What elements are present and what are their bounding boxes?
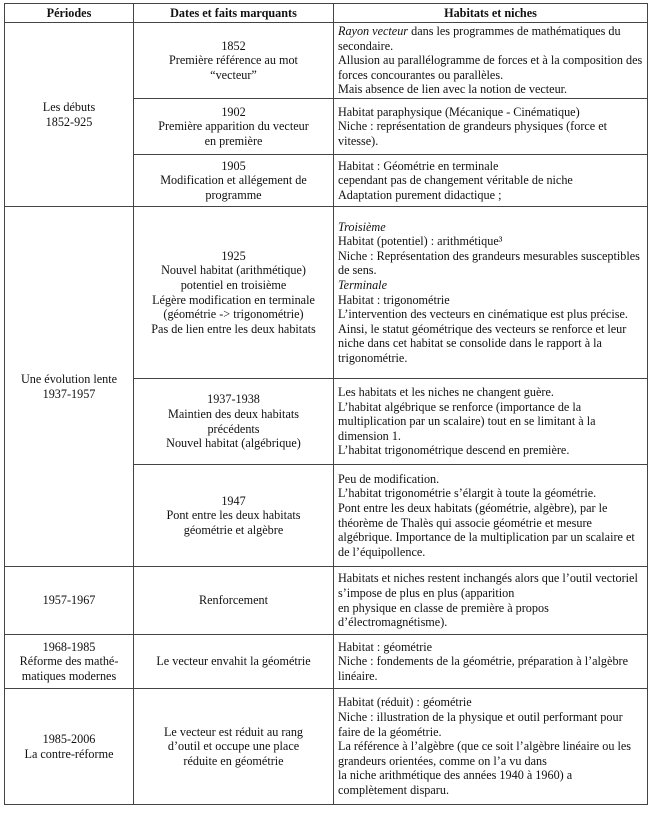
- event-line: précédents: [207, 421, 260, 436]
- habitat-paragraph: [338, 234, 643, 249]
- habitat-text: Habitat : trigonométrie: [338, 292, 450, 307]
- header-habitats: Habitats et niches: [334, 4, 648, 23]
- table-row: [5, 689, 648, 805]
- habitat-text: L’habitat trigonométrique descend en première.: [338, 443, 570, 458]
- habitat-text: la niche arithmétique des années 1940 à 1960) a complètement disparu.: [338, 768, 573, 797]
- event-cell: [134, 567, 334, 635]
- habitat-cell: [334, 567, 648, 635]
- table-row: [5, 23, 648, 99]
- event-cell: [134, 207, 334, 379]
- period-label-line: matiques modernes: [21, 668, 117, 683]
- event-cell: [134, 379, 334, 465]
- event-line: Nouvel habitat (algébrique): [166, 436, 301, 451]
- event-line: d’outil et occupe une place: [167, 739, 300, 754]
- habitat-paragraph: [338, 293, 643, 308]
- event-line: “vecteur”: [210, 67, 257, 82]
- habitat-paragraph: [338, 443, 643, 458]
- habitat-text: Habitat (réduit) : géométrie: [338, 695, 472, 710]
- event-line: 1852: [221, 38, 246, 53]
- event-line: Pas de lien entre les deux habitats: [151, 321, 316, 336]
- habitat-text: Les habitats et les niches ne changent guère.: [338, 385, 554, 400]
- event-line: géométrie et algèbre: [183, 522, 284, 537]
- habitat-text: Ainsi, le statut géométrique des vecteurs se renforce et leur niche dans cet habitat se consolide dans le rapport à la trigonométrie.: [338, 321, 627, 365]
- habitat-text: Adaptation purement didactique ;: [338, 187, 502, 202]
- habitat-paragraph: [338, 249, 643, 278]
- habitat-text: cependant pas de changement véritable de niche: [338, 173, 573, 188]
- period-label-line: Réforme des mathé-: [19, 654, 119, 669]
- habitat-paragraph: [338, 654, 643, 683]
- habitat-text: Niche : Représentation des grandeurs mesurables susceptibles de sens.: [338, 248, 640, 278]
- event-line: réduite en géométrie: [183, 753, 284, 768]
- habitat-text: Niche : illustration de la physique et outil performant pour faire de la géométrie.: [338, 710, 623, 739]
- table-row: [5, 207, 648, 379]
- habitat-text: L’intervention des vecteurs en cinématique est plus précise.: [338, 307, 628, 322]
- habitat-cell: [334, 635, 648, 689]
- event-line: Nouvel habitat (arithmétique): [161, 263, 306, 278]
- event-line: Le vecteur envahit la géométrie: [156, 654, 311, 669]
- habitat-paragraph: [338, 159, 643, 174]
- period-cell: [5, 23, 134, 207]
- period-cell: [5, 207, 134, 567]
- habitat-text: Niche : fondements de la géométrie, préparation à l’algèbre linéaire.: [338, 654, 629, 683]
- period-label-line: Une évolution lente: [20, 371, 118, 386]
- event-line: Modification et allégement de: [160, 173, 307, 188]
- event-cell: [134, 23, 334, 99]
- habitat-paragraph: [338, 385, 643, 400]
- habitat-paragraph: Terminale: [338, 277, 387, 292]
- habitat-cell: [334, 23, 648, 99]
- habitat-text: La référence à l’algèbre (que ce soit l’algèbre linéaire ou les grandeurs orientées, comme on l’a vu dans: [338, 739, 632, 768]
- habitat-text: dans les programmes de mathématiques du secondaire.: [338, 24, 621, 53]
- event-line: (géométrie -> trigonométrie): [163, 307, 304, 322]
- habitat-text: L’habitat algébrique se renforce (importance de la multiplication par un scalaire) tout en se limitant à la dimension 1.: [338, 399, 596, 443]
- habitat-paragraph: [338, 24, 643, 53]
- habitat-cell: [334, 465, 648, 567]
- habitat-text: Habitat : géométrie: [338, 639, 433, 654]
- event-line: Première référence au mot: [169, 53, 298, 68]
- table-row: [5, 567, 648, 635]
- header-dates: Dates et faits marquants: [134, 4, 334, 23]
- habitat-text: en physique en classe de première à propos d’électromagnétisme).: [338, 600, 549, 630]
- table-row: [5, 635, 648, 689]
- habitat-text: Habitat (potentiel) : arithmétique³: [338, 234, 503, 249]
- event-line: programme: [205, 187, 262, 202]
- habitat-text: Pont entre les deux habitats (géométrie, algèbre), par le théorème de Thalès qui associe géométrie et mesure algébrique. Importance de la multiplication par un scalaire et de l’équipollence.: [338, 500, 635, 559]
- event-line: Le vecteur est réduit au rang: [163, 724, 304, 739]
- event-line: Légère modification en terminale: [152, 292, 315, 307]
- period-cell: [5, 567, 134, 635]
- period-label-line: 1968-1985: [42, 639, 96, 654]
- habitat-paragraph: [338, 486, 643, 501]
- habitat-text: L’habitat trigonométrie s’élargit à toute la géométrie.: [338, 486, 597, 501]
- history-table: [4, 3, 648, 805]
- habitat-paragraph: [338, 307, 643, 322]
- habitat-paragraph: [338, 322, 643, 366]
- habitat-text: Habitat paraphysique (Mécanique - Cinématique): [338, 104, 580, 119]
- habitat-cell: [334, 207, 648, 379]
- habitat-text: Peu de modification.: [338, 471, 440, 486]
- event-cell: [134, 635, 334, 689]
- habitat-cell: [334, 689, 648, 805]
- habitat-paragraph: [338, 105, 643, 120]
- event-line: potentiel en troisième: [180, 277, 287, 292]
- habitat-text: Mais absence de lien avec la notion de vecteur.: [338, 82, 568, 97]
- event-line: en première: [204, 133, 263, 148]
- habitat-paragraph: [338, 173, 643, 188]
- habitat-text: Habitat : Géométrie en terminale: [338, 158, 499, 173]
- event-line: 1925: [221, 248, 246, 263]
- event-cell: [134, 155, 334, 207]
- habitat-paragraph: [338, 188, 643, 203]
- period-label-line: 1852-925: [45, 114, 93, 129]
- habitat-paragraph: [338, 119, 643, 148]
- habitat-paragraph: [338, 640, 643, 655]
- habitat-cell: [334, 99, 648, 155]
- event-line: 1905: [221, 158, 246, 173]
- event-line: Renforcement: [198, 593, 269, 608]
- event-line: 1937-1938: [207, 392, 260, 407]
- event-line: Pont entre les deux habitats: [166, 508, 301, 523]
- event-line: 1947: [221, 493, 246, 508]
- event-cell: [134, 99, 334, 155]
- habitat-paragraph: [338, 400, 643, 444]
- event-line: Première apparition du vecteur: [158, 119, 309, 134]
- habitat-cell: [334, 155, 648, 207]
- habitat-paragraph: [338, 82, 643, 97]
- habitat-paragraph: Troisième: [338, 219, 386, 234]
- habitat-text: Niche : représentation de grandeurs physiques (force et vitesse).: [338, 119, 608, 148]
- period-label-line: La contre-réforme: [24, 746, 114, 761]
- habitat-paragraph: [338, 571, 643, 600]
- event-line: Maintien des deux habitats: [168, 406, 299, 421]
- event-cell: [134, 689, 334, 805]
- habitat-paragraph: [338, 768, 643, 797]
- period-cell: [5, 635, 134, 689]
- habitat-paragraph: [338, 601, 643, 630]
- habitat-paragraph: [338, 53, 643, 82]
- period-label-line: 1957-1967: [42, 593, 96, 608]
- habitat-text: Habitats et niches restent inchangés alors que l’outil vectoriel s’impose de plus en plus (apparition: [338, 571, 638, 600]
- period-cell: [5, 689, 134, 805]
- period-label-line: 1985-2006: [42, 731, 96, 746]
- habitat-italic-term: Rayon vecteur: [338, 24, 409, 39]
- period-label-line: Les débuts: [42, 99, 96, 114]
- header-periods: Périodes: [5, 4, 134, 23]
- habitat-paragraph: [338, 739, 643, 768]
- header-row: [5, 4, 648, 23]
- habitat-cell: [334, 379, 648, 465]
- event-line: 1902: [221, 104, 246, 119]
- habitat-paragraph: [338, 695, 643, 710]
- habitat-paragraph: [338, 710, 643, 739]
- habitat-text: Allusion au parallélogramme de forces et à la composition des forces concourantes ou parallèles.: [338, 53, 643, 82]
- period-label-line: 1937-1957: [42, 386, 96, 401]
- event-cell: [134, 465, 334, 567]
- habitat-paragraph: [338, 472, 643, 487]
- habitat-paragraph: [338, 501, 643, 559]
